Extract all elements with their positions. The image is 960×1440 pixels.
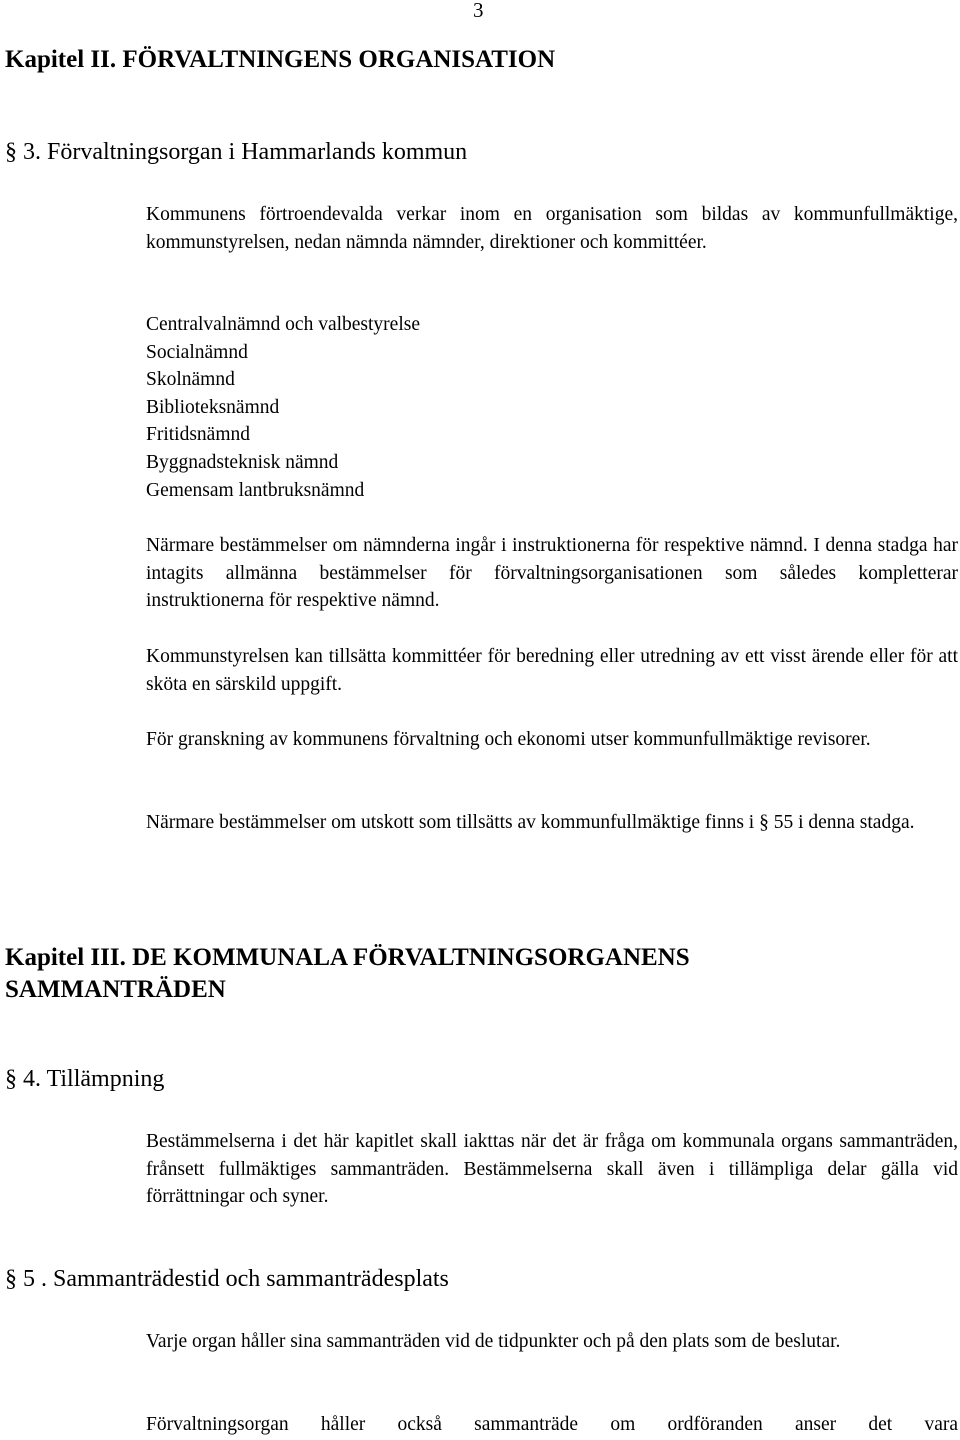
section-5-text-continued: Förvaltningsorgan håller också sammanträde om ordföranden anser det vara xyxy=(146,1414,958,1435)
section-3-intro: Kommunens förtroendevalda verkar inom en organisation som bildas av kommunfullmäktige, kommunstyrelsen, nedan nämnda nämnder, direktioner och kommittéer. xyxy=(146,204,958,253)
section-3-paragraph: Närmare bestämmelser om nämnderna ingår i instruktionerna för respektive nämnd. I denna stadga har intagits allmänna bestämmelser för förvaltningsorganisationen som således kompletterar instruktionerna för respektive nämnd. xyxy=(146,535,958,612)
section-4-text: Bestämmelserna i det här kapitlet skall iakttas när det är fråga om kommunala organs sammanträden, frånsett fullmäktiges sammanträden. Bestämmelserna skall även i tillämpliga delar gälla vid förrättningar och syner. xyxy=(146,1131,958,1208)
section-3-paragraph: Kommunstyrelsen kan tillsätta kommittéer för beredning eller utredning av ett visst ärende eller för att sköta en särskild uppgift. xyxy=(146,646,958,695)
list-item: Socialnämnd xyxy=(146,341,248,363)
list-item: Skolnämnd xyxy=(146,369,235,391)
chapter-2-title: Kapitel II. FÖRVALTNINGENS ORGANISATION xyxy=(5,46,556,73)
section-5-heading: § 5 . Sammanträdestid och sammanträdesplats xyxy=(5,1266,449,1292)
body-list xyxy=(146,311,420,504)
list-item: Byggnadsteknisk nämnd xyxy=(146,451,339,473)
section-5-text: Varje organ håller sina sammanträden vid de tidpunkter och på den plats som de beslutar. xyxy=(146,1331,841,1352)
section-3-paragraph: Närmare bestämmelser om utskott som tillsätts av kommunfullmäktige finns i § 55 i denna stadga. xyxy=(146,812,915,833)
section-4-heading: § 4. Tillämpning xyxy=(5,1066,165,1092)
page-number: 3 xyxy=(473,0,484,22)
chapter-3-title: Kapitel III. DE KOMMUNALA FÖRVALTNINGSORGANENS SAMMANTRÄDEN xyxy=(5,944,690,1003)
list-item: Centralvalnämnd och valbestyrelse xyxy=(146,314,420,335)
list-item: Fritidsnämnd xyxy=(146,424,251,446)
section-3-paragraph: För granskning av kommunens förvaltning och ekonomi utser kommunfullmäktige revisorer. xyxy=(146,729,871,750)
list-item: Biblioteksnämnd xyxy=(146,396,280,418)
section-3-heading: § 3. Förvaltningsorgan i Hammarlands kommun xyxy=(5,139,468,165)
list-item: Gemensam lantbruksnämnd xyxy=(146,479,365,501)
